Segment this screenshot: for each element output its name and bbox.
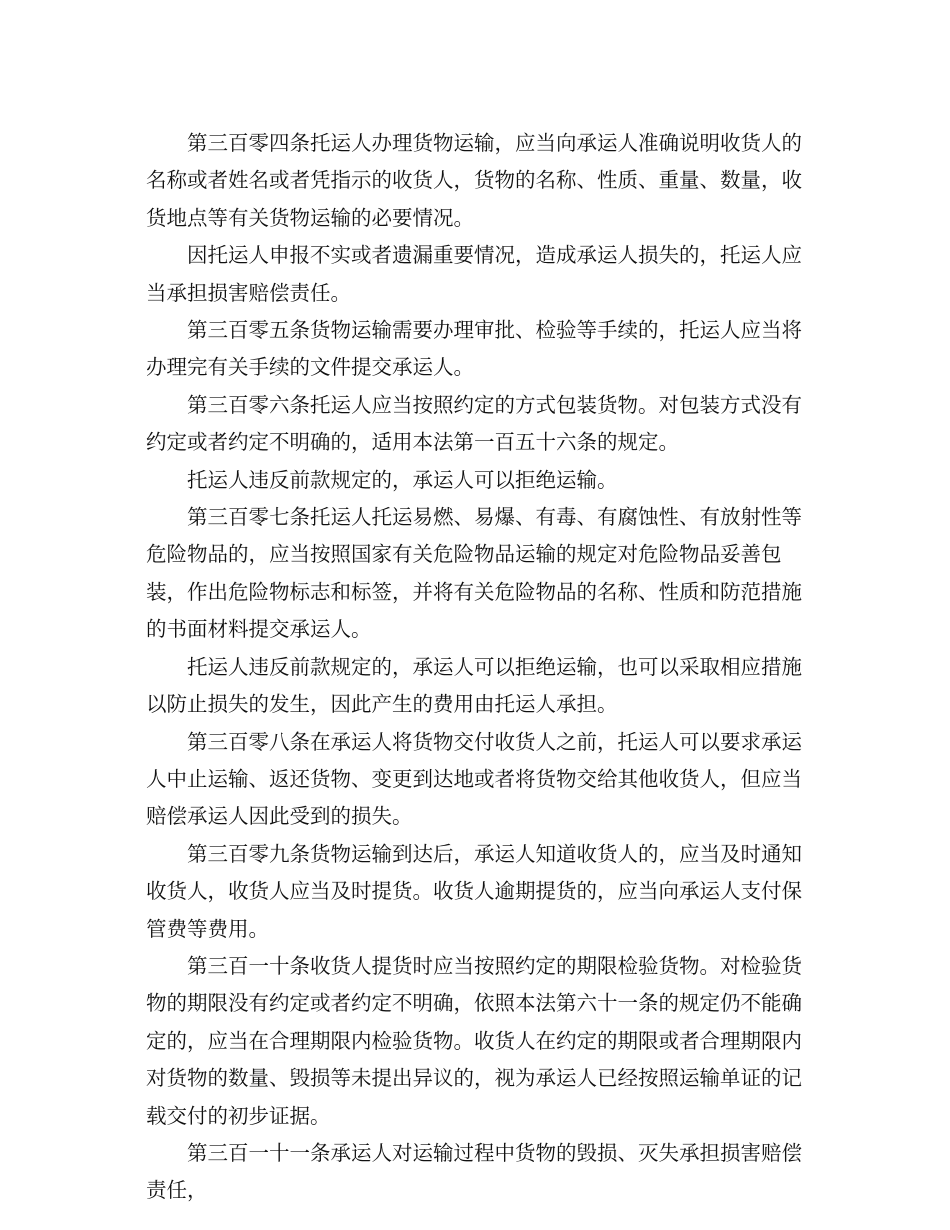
paragraph-article-307-clause-2: 托运人违反前款规定的，承运人可以拒绝运输，也可以采取相应措施以防止损失的发生，因此产生的费用由托运人承担。 [146, 654, 802, 717]
paragraph-article-309: 第三百零九条货物运输到达后，承运人知道收货人的，应当及时通知收货人，收货人应当及时提货。收货人逾期提货的，应当向承运人支付保管费等费用。 [146, 841, 802, 941]
paragraph-article-306-clause-2: 托运人违反前款规定的，承运人可以拒绝运输。 [187, 467, 618, 492]
paragraph-article-306: 第三百零六条托运人应当按照约定的方式包装货物。对包装方式没有约定或者约定不明确的，适用本法第一百五十六条的规定。 [146, 392, 802, 455]
paragraph-article-307: 第三百零七条托运人托运易燃、易爆、有毒、有腐蚀性、有放射性等危险物品的，应当按照国家有关危险物品运输的规定对危险物品妥善包装，作出危险物标志和标签，并将有关危险物品的名称、性质和防范措施的书面材料提交承运人。 [146, 505, 802, 642]
paragraph-article-311: 第三百一十一条承运人对运输过程中货物的毁损、灭失承担损害赔偿责任， [146, 1140, 802, 1203]
paragraph-article-304-clause-2: 因托运人申报不实或者遗漏重要情况，造成承运人损失的，托运人应当承担损害赔偿责任。 [146, 243, 802, 305]
paragraph-article-305: 第三百零五条货物运输需要办理审批、检验等手续的，托运人应当将办理完有关手续的文件提交承运人。 [146, 318, 802, 380]
document-body [146, 125, 810, 1210]
paragraph-article-308: 第三百零八条在承运人将货物交付收货人之前，托运人可以要求承运人中止运输、返还货物、变更到达地或者将货物交给其他收货人，但应当赔偿承运人因此受到的损失。 [146, 729, 802, 829]
paragraph-article-304: 第三百零四条托运人办理货物运输，应当向承运人准确说明收货人的名称或者姓名或者凭指示的收货人，货物的名称、性质、重量、数量，收货地点等有关货物运输的必要情况。 [146, 131, 802, 230]
paragraph-article-310: 第三百一十条收货人提货时应当按照约定的期限检验货物。对检验货物的期限没有约定或者约定不明确，依照本法第六十一条的规定仍不能确定的，应当在合理期限内检验货物。收货人在约定的期限或者合理期限内对货物的数量、毁损等未提出异议的，视为承运人已经按照运输单证的记载交付的初步证据。 [146, 953, 802, 1128]
